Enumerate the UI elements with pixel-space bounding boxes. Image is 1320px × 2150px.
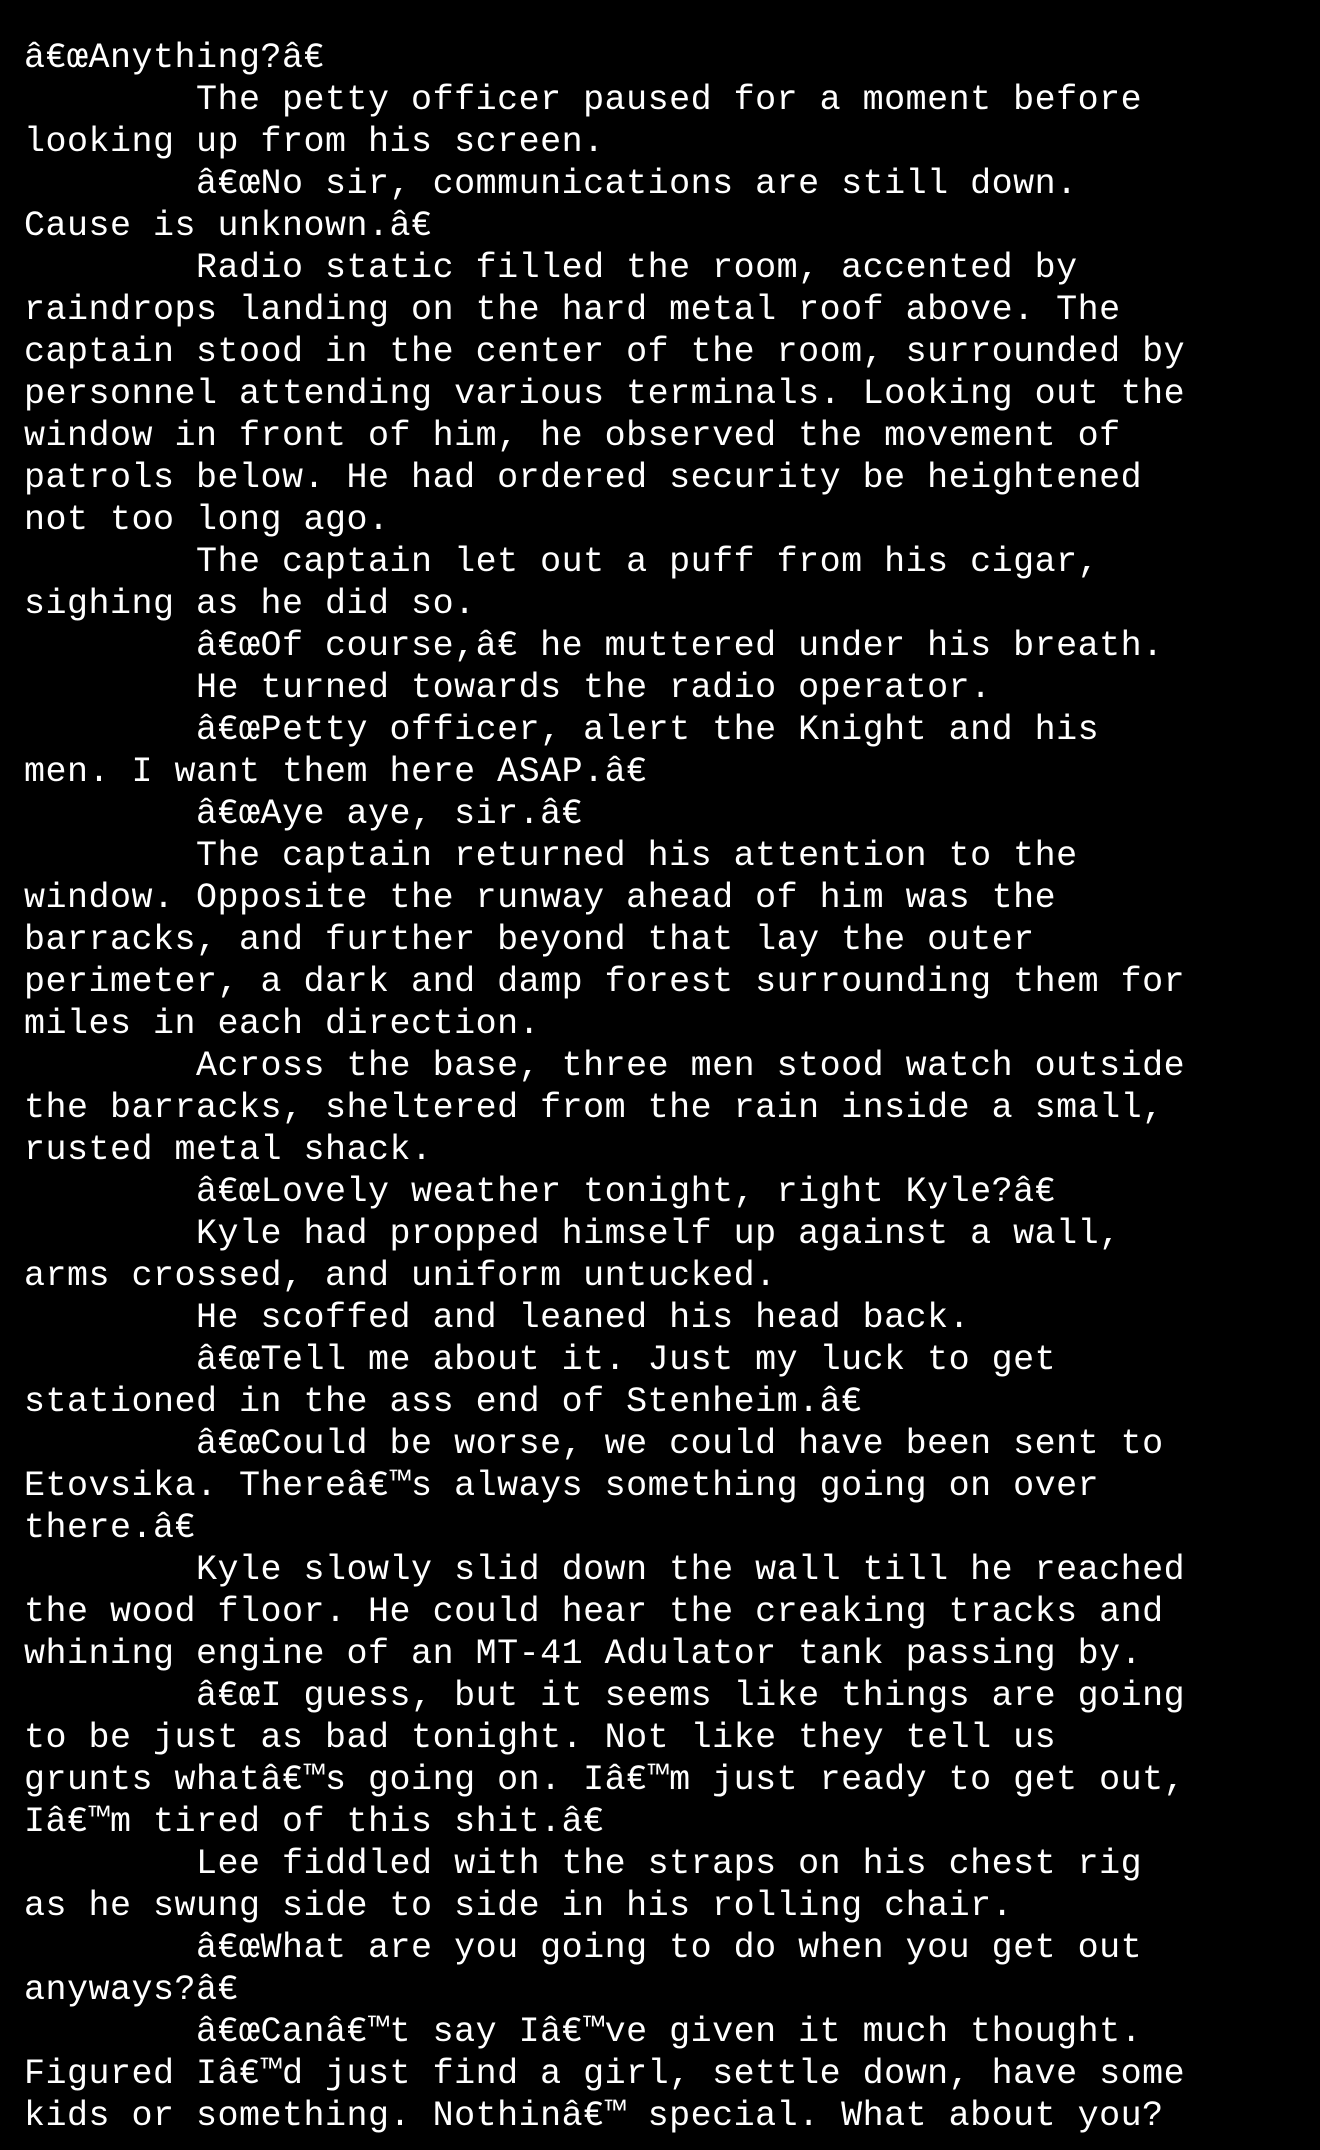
text-line: â€œNo sir, communications are still down. (24, 164, 1078, 204)
text-line: The petty officer paused for a moment before (24, 80, 1143, 120)
text-line: window. Opposite the runway ahead of him was the (24, 878, 1057, 918)
text-line: â€œCanâ€™t say Iâ€™ve given it much thought. (24, 2012, 1143, 2052)
text-line: perimeter, a dark and damp forest surrounding them for (24, 962, 1186, 1002)
text-line: there.â€ (24, 1508, 197, 1548)
text-line: miles in each direction. (24, 1004, 541, 1044)
text-line: The captain let out a puff from his cigar, (24, 542, 1100, 582)
text-line: kids or something. Nothinâ€™ special. What about you? (24, 2096, 1164, 2136)
text-line: â€œOf course,â€ he muttered under his breath. (24, 626, 1164, 666)
text-line: Figured Iâ€™d just find a girl, settle down, have some (24, 2054, 1186, 2094)
text-line: Iâ€™m tired of this shit.â€ (24, 1802, 605, 1842)
text-line: the wood floor. He could hear the creaking tracks and (24, 1592, 1164, 1632)
text-line: â€œCould be worse, we could have been sent to (24, 1424, 1164, 1464)
text-line: anyways?â€ (24, 1970, 240, 2010)
text-line: Cause is unknown.â€ (24, 206, 433, 246)
text-line: â€œPetty officer, alert the Knight and his (24, 710, 1100, 750)
text-line: window in front of him, he observed the movement of (24, 416, 1121, 456)
text-line: â€œAye aye, sir.â€ (24, 794, 584, 834)
text-line: men. I want them here ASAP.â€ (24, 752, 648, 792)
document-text (24, 37, 1314, 2137)
text-line: the barracks, sheltered from the rain inside a small, (24, 1088, 1164, 1128)
text-line: captain stood in the center of the room, surrounded by (24, 332, 1186, 372)
text-line: He scoffed and leaned his head back. (24, 1298, 971, 1338)
text-line: whining engine of an MT-41 Adulator tank passing by. (24, 1634, 1143, 1674)
text-line: patrols below. He had ordered security be heightened (24, 458, 1143, 498)
text-line: Kyle had propped himself up against a wall, (24, 1214, 1121, 1254)
text-line: â€œAnything?â€ (24, 38, 326, 78)
text-line: rusted metal shack. (24, 1130, 433, 1170)
text-line: sighing as he did so. (24, 584, 476, 624)
text-line: looking up from his screen. (24, 122, 605, 162)
text-line: Radio static filled the room, accented by (24, 248, 1078, 288)
text-line: He turned towards the radio operator. (24, 668, 992, 708)
text-line: Lee fiddled with the straps on his chest rig (24, 1844, 1143, 1884)
text-line: â€œTell me about it. Just my luck to get (24, 1340, 1057, 1380)
text-line: arms crossed, and uniform untucked. (24, 1256, 777, 1296)
text-line: stationed in the ass end of Stenheim.â€ (24, 1382, 863, 1422)
text-line: raindrops landing on the hard metal roof above. The (24, 290, 1121, 330)
text-line: Kyle slowly slid down the wall till he reached (24, 1550, 1186, 1590)
text-line: Etovsika. Thereâ€™s always something going on over (24, 1466, 1100, 1506)
text-line: grunts whatâ€™s going on. Iâ€™m just ready to get out, (24, 1760, 1186, 1800)
text-line: Across the base, three men stood watch outside (24, 1046, 1186, 1086)
text-line: â€œWhat are you going to do when you get out (24, 1928, 1143, 1968)
text-line: barracks, and further beyond that lay the outer (24, 920, 1035, 960)
text-line: The captain returned his attention to the (24, 836, 1078, 876)
text-line: â€œLovely weather tonight, right Kyle?â€ (24, 1172, 1057, 1212)
text-line: as he swung side to side in his rolling chair. (24, 1886, 1014, 1926)
text-line: not too long ago. (24, 500, 390, 540)
text-line: to be just as bad tonight. Not like they tell us (24, 1718, 1057, 1758)
text-line: personnel attending various terminals. Looking out the (24, 374, 1186, 414)
text-line: â€œI guess, but it seems like things are going (24, 1676, 1186, 1716)
